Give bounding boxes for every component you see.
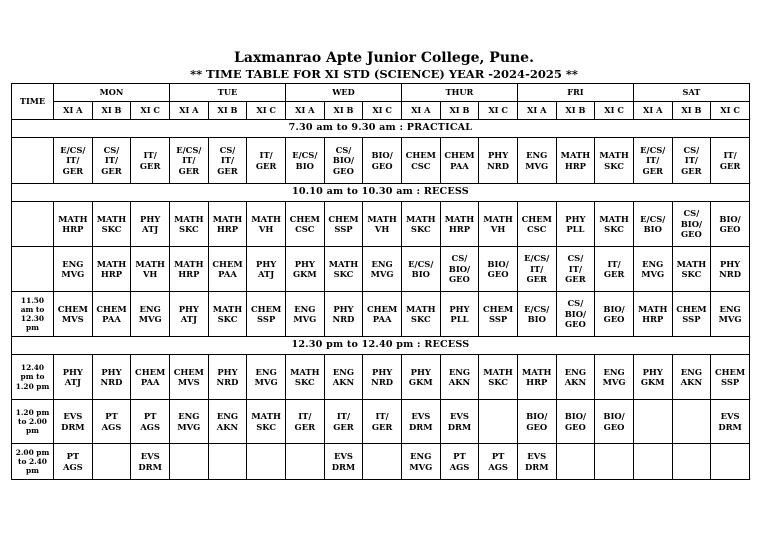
- practical-band-label: 7.30 am to 9.30 am : PRACTICAL: [12, 120, 750, 138]
- lesson-cell: EVS DRM: [54, 400, 93, 444]
- lesson-cell: MATH HRP: [208, 202, 247, 247]
- lesson-cell: [711, 444, 750, 480]
- lesson-cell: MATH SKC: [170, 202, 209, 247]
- lesson-cell: MATH HRP: [633, 292, 672, 337]
- lesson-cell: E/CS/ IT/ GER: [517, 247, 556, 292]
- lesson-cell: ENG AKN: [556, 355, 595, 400]
- lesson-cell: [633, 400, 672, 444]
- lesson-cell: CS/ BIO/ GEO: [324, 138, 363, 184]
- lesson-cell: MATH HRP: [556, 138, 595, 184]
- lesson-cell: [363, 444, 402, 480]
- division-header: XI A: [517, 102, 556, 120]
- lesson-cell: ENG MVG: [170, 400, 209, 444]
- lesson-cell: CS/ BIO/ GEO: [556, 292, 595, 337]
- lesson-cell: MATH VH: [131, 247, 170, 292]
- lesson-cell: CS/ IT/ GER: [672, 138, 711, 184]
- lesson-cell: MATH SKC: [324, 247, 363, 292]
- lesson-cell: MATH VH: [479, 202, 518, 247]
- lesson-cell: PHY NRD: [208, 355, 247, 400]
- lesson-cell: CHEM SSP: [247, 292, 286, 337]
- division-header: XI C: [595, 102, 634, 120]
- lesson-cell: IT/ GER: [247, 138, 286, 184]
- lesson-cell: BIO/ GEO: [595, 292, 634, 337]
- lesson-cell: CHEM PAA: [92, 292, 131, 337]
- lesson-cell: CHEM SSP: [711, 355, 750, 400]
- lesson-cell: EVS DRM: [324, 444, 363, 480]
- lesson-cell: E/CS/ IT/ GER: [54, 138, 93, 184]
- lesson-cell: MATH SKC: [401, 292, 440, 337]
- timetable-subtitle: ** TIME TABLE FOR XI STD (SCIENCE) YEAR -2024-2025 **: [190, 67, 578, 81]
- recess-band: [12, 184, 750, 202]
- division-header: XI A: [54, 102, 93, 120]
- lesson-cell: PHY ATJ: [247, 247, 286, 292]
- lesson-cell: IT/ GER: [285, 400, 324, 444]
- lesson-cell: ENG MVG: [595, 355, 634, 400]
- lesson-cell: IT/ GER: [595, 247, 634, 292]
- lesson-cell: [595, 444, 634, 480]
- lesson-cell: CHEM PAA: [131, 355, 170, 400]
- recess-band-label: 10.10 am to 10.30 am : RECESS: [12, 184, 750, 202]
- lesson-cell: MATH SKC: [672, 247, 711, 292]
- day-header: THUR: [401, 84, 517, 102]
- lesson-cell: IT/ GER: [363, 400, 402, 444]
- lesson-cell: PHY GKM: [285, 247, 324, 292]
- lesson-cell: ENG MVG: [401, 444, 440, 480]
- division-header: XI B: [208, 102, 247, 120]
- lesson-cell: CHEM CSC: [401, 138, 440, 184]
- lesson-cell: EVS DRM: [131, 444, 170, 480]
- table-row: [12, 355, 750, 400]
- lesson-cell: CHEM PAA: [363, 292, 402, 337]
- lesson-cell: CHEM SSP: [479, 292, 518, 337]
- lesson-cell: MATH SKC: [401, 202, 440, 247]
- lesson-cell: PT AGS: [479, 444, 518, 480]
- division-header: XI B: [440, 102, 479, 120]
- lesson-cell: CS/ IT/ GER: [208, 138, 247, 184]
- lesson-cell: E/CS/ BIO: [285, 138, 324, 184]
- division-header: XI A: [170, 102, 209, 120]
- lesson-cell: [633, 444, 672, 480]
- lesson-cell: CHEM SSP: [672, 292, 711, 337]
- lesson-cell: IT/ GER: [324, 400, 363, 444]
- division-header: XI B: [92, 102, 131, 120]
- lesson-cell: E/CS/ BIO: [517, 292, 556, 337]
- lesson-cell: MATH HRP: [92, 247, 131, 292]
- lesson-cell: CS/ IT/ GER: [92, 138, 131, 184]
- time-header: TIME: [12, 84, 54, 120]
- lesson-cell: E/CS/ BIO: [401, 247, 440, 292]
- table-row: [12, 292, 750, 337]
- lesson-cell: EVS DRM: [517, 444, 556, 480]
- day-header: TUE: [170, 84, 286, 102]
- lesson-cell: EVS DRM: [440, 400, 479, 444]
- practical-band: [12, 120, 750, 138]
- lesson-cell: CHEM PAA: [208, 247, 247, 292]
- lesson-cell: ENG MVG: [247, 355, 286, 400]
- lesson-cell: ENG MVG: [363, 247, 402, 292]
- lesson-cell: IT/ GER: [711, 138, 750, 184]
- lesson-cell: MATH SKC: [285, 355, 324, 400]
- lesson-cell: CHEM SSP: [324, 202, 363, 247]
- day-header: SAT: [633, 84, 749, 102]
- lesson-cell: MATH HRP: [170, 247, 209, 292]
- recess-band-label: 12.30 pm to 12.40 pm : RECESS: [12, 337, 750, 355]
- lesson-cell: ENG AKN: [324, 355, 363, 400]
- lesson-cell: MATH SKC: [479, 355, 518, 400]
- lesson-cell: PHY NRD: [363, 355, 402, 400]
- day-header: FRI: [517, 84, 633, 102]
- lesson-cell: MATH HRP: [440, 202, 479, 247]
- time-slot: 12.40 pm to 1.20 pm: [12, 355, 54, 400]
- lesson-cell: ENG MVG: [54, 247, 93, 292]
- lesson-cell: [556, 444, 595, 480]
- lesson-cell: PHY NRD: [324, 292, 363, 337]
- division-header: XI A: [401, 102, 440, 120]
- time-slot: [12, 138, 54, 184]
- lesson-cell: [672, 444, 711, 480]
- lesson-cell: PHY PLL: [440, 292, 479, 337]
- lesson-cell: E/CS/ IT/ GER: [170, 138, 209, 184]
- lesson-cell: [208, 444, 247, 480]
- division-header: XI A: [285, 102, 324, 120]
- lesson-cell: MATH HRP: [517, 355, 556, 400]
- lesson-cell: CHEM MVS: [170, 355, 209, 400]
- table-row: [12, 202, 750, 247]
- lesson-cell: MATH SKC: [208, 292, 247, 337]
- time-slot: 1.20 pm to 2.00 pm: [12, 400, 54, 444]
- time-slot: [12, 202, 54, 247]
- table-row: [12, 400, 750, 444]
- lesson-cell: ENG MVG: [633, 247, 672, 292]
- division-header: XI B: [672, 102, 711, 120]
- division-header: XI C: [247, 102, 286, 120]
- lesson-cell: PHY PLL: [556, 202, 595, 247]
- lesson-cell: PHY NRD: [92, 355, 131, 400]
- lesson-cell: PHY NRD: [711, 247, 750, 292]
- lesson-cell: EVS DRM: [711, 400, 750, 444]
- division-header: XI B: [324, 102, 363, 120]
- lesson-cell: CHEM CSC: [285, 202, 324, 247]
- lesson-cell: ENG AKN: [440, 355, 479, 400]
- lesson-cell: PT AGS: [92, 400, 131, 444]
- lesson-cell: [170, 444, 209, 480]
- lesson-cell: ENG AKN: [672, 355, 711, 400]
- lesson-cell: MATH HRP: [54, 202, 93, 247]
- college-title: Laxmanrao Apte Junior College, Pune.: [234, 50, 534, 66]
- time-slot: 11.50 am to 12.30 pm: [12, 292, 54, 337]
- lesson-cell: MATH SKC: [595, 138, 634, 184]
- lesson-cell: MATH SKC: [247, 400, 286, 444]
- lesson-cell: PHY ATJ: [54, 355, 93, 400]
- lesson-cell: PHY ATJ: [170, 292, 209, 337]
- day-header: WED: [285, 84, 401, 102]
- lesson-cell: [92, 444, 131, 480]
- lesson-cell: [247, 444, 286, 480]
- lesson-cell: ENG MVG: [131, 292, 170, 337]
- lesson-cell: PT AGS: [54, 444, 93, 480]
- lesson-cell: [479, 400, 518, 444]
- division-header: XI C: [479, 102, 518, 120]
- lesson-cell: E/CS/ BIO: [633, 202, 672, 247]
- lesson-cell: [672, 400, 711, 444]
- lesson-cell: CHEM PAA: [440, 138, 479, 184]
- division-header: XI C: [131, 102, 170, 120]
- lesson-cell: BIO/ GEO: [517, 400, 556, 444]
- division-header: XI C: [711, 102, 750, 120]
- lesson-cell: CS/ BIO/ GEO: [440, 247, 479, 292]
- division-header: XI C: [363, 102, 402, 120]
- table-row: [12, 444, 750, 480]
- lesson-cell: ENG AKN: [208, 400, 247, 444]
- time-slot: 2.00 pm to 2.40 pm: [12, 444, 54, 480]
- lesson-cell: BIO/ GEO: [363, 138, 402, 184]
- lesson-cell: MATH SKC: [595, 202, 634, 247]
- lesson-cell: BIO/ GEO: [479, 247, 518, 292]
- lesson-cell: BIO/ GEO: [711, 202, 750, 247]
- division-header: XI A: [633, 102, 672, 120]
- lesson-cell: ENG MVG: [285, 292, 324, 337]
- lesson-cell: ENG MVG: [711, 292, 750, 337]
- lesson-cell: PT AGS: [440, 444, 479, 480]
- header-days-row: [12, 84, 750, 102]
- header-divisions-row: [12, 102, 750, 120]
- lesson-cell: MATH VH: [247, 202, 286, 247]
- lesson-cell: MATH SKC: [92, 202, 131, 247]
- lesson-cell: PHY GKM: [633, 355, 672, 400]
- lesson-cell: MATH VH: [363, 202, 402, 247]
- lesson-cell: BIO/ GEO: [556, 400, 595, 444]
- lesson-cell: PT AGS: [131, 400, 170, 444]
- recess-band: [12, 337, 750, 355]
- lesson-cell: CHEM MVS: [54, 292, 93, 337]
- lesson-cell: CHEM CSC: [517, 202, 556, 247]
- day-header: MON: [54, 84, 170, 102]
- lesson-cell: E/CS/ IT/ GER: [633, 138, 672, 184]
- lesson-cell: BIO/ GEO: [595, 400, 634, 444]
- division-header: XI B: [556, 102, 595, 120]
- lesson-cell: EVS DRM: [401, 400, 440, 444]
- lesson-cell: ENG MVG: [517, 138, 556, 184]
- lesson-cell: IT/ GER: [131, 138, 170, 184]
- timetable: [11, 83, 750, 480]
- time-slot: [12, 247, 54, 292]
- lesson-cell: [285, 444, 324, 480]
- table-row: [12, 138, 750, 184]
- lesson-cell: PHY NRD: [479, 138, 518, 184]
- table-row: [12, 247, 750, 292]
- lesson-cell: PHY ATJ: [131, 202, 170, 247]
- lesson-cell: CS/ IT/ GER: [556, 247, 595, 292]
- lesson-cell: PHY GKM: [401, 355, 440, 400]
- lesson-cell: CS/ BIO/ GEO: [672, 202, 711, 247]
